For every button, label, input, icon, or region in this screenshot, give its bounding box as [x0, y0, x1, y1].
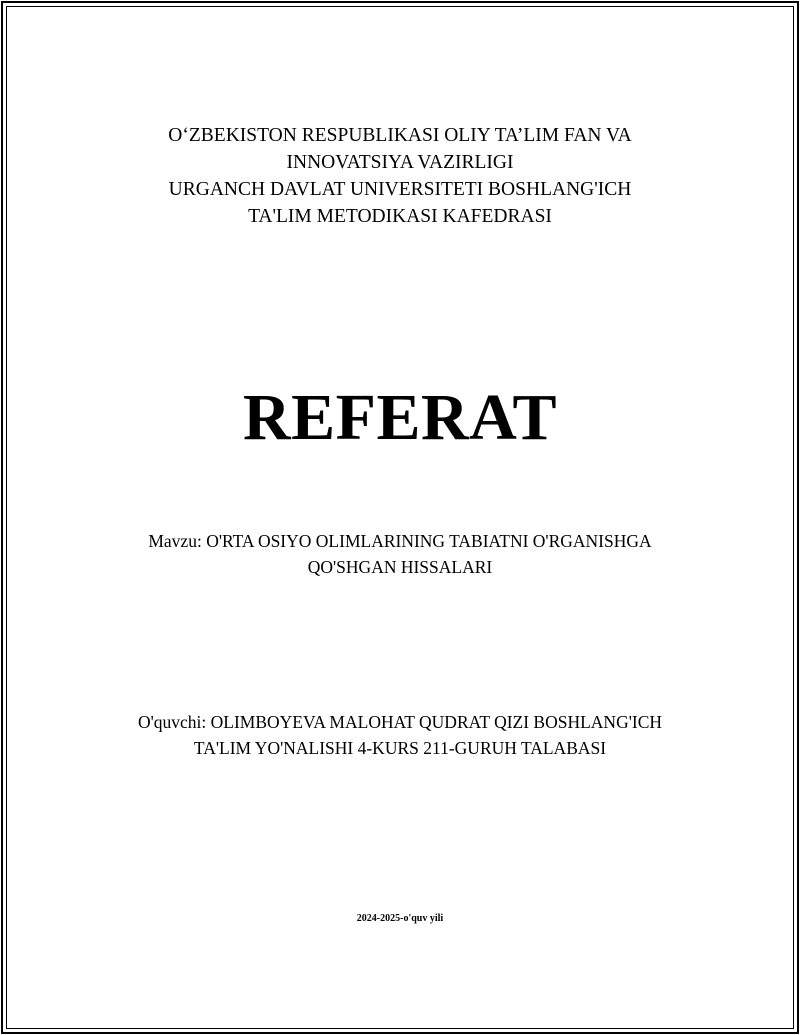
student-block: [0, 710, 800, 761]
institution-header: [0, 122, 800, 230]
document-title: REFERAT: [243, 381, 557, 454]
topic-line: QO'SHGAN HISSALARI: [307, 556, 493, 577]
student-line: TA'LIM YO'NALISHI 4-KURS 211-GURUH TALABASI: [193, 737, 607, 758]
header-line: O‘ZBEKISTON RESPUBLIKASI OLIY TA’LIM FAN VA: [168, 125, 632, 146]
header-line: URGANCH DAVLAT UNIVERSITETI BOSHLANG'ICH: [168, 179, 632, 200]
academic-year: 2024-2025-o'quv yili: [356, 913, 444, 924]
topic-block: [0, 529, 800, 580]
header-line: INNOVATSIYA VAZIRLIGI: [286, 152, 514, 173]
topic-line: Mavzu: O'RTA OSIYO OLIMLARINING TABIATNI O'RGANISHGA: [148, 531, 652, 551]
student-line: O'quvchi: OLIMBOYEVA MALOHAT QUDRAT QIZI BOSHLANG'ICH: [137, 712, 663, 732]
header-line: TA'LIM METODIKASI KAFEDRASI: [248, 206, 552, 227]
